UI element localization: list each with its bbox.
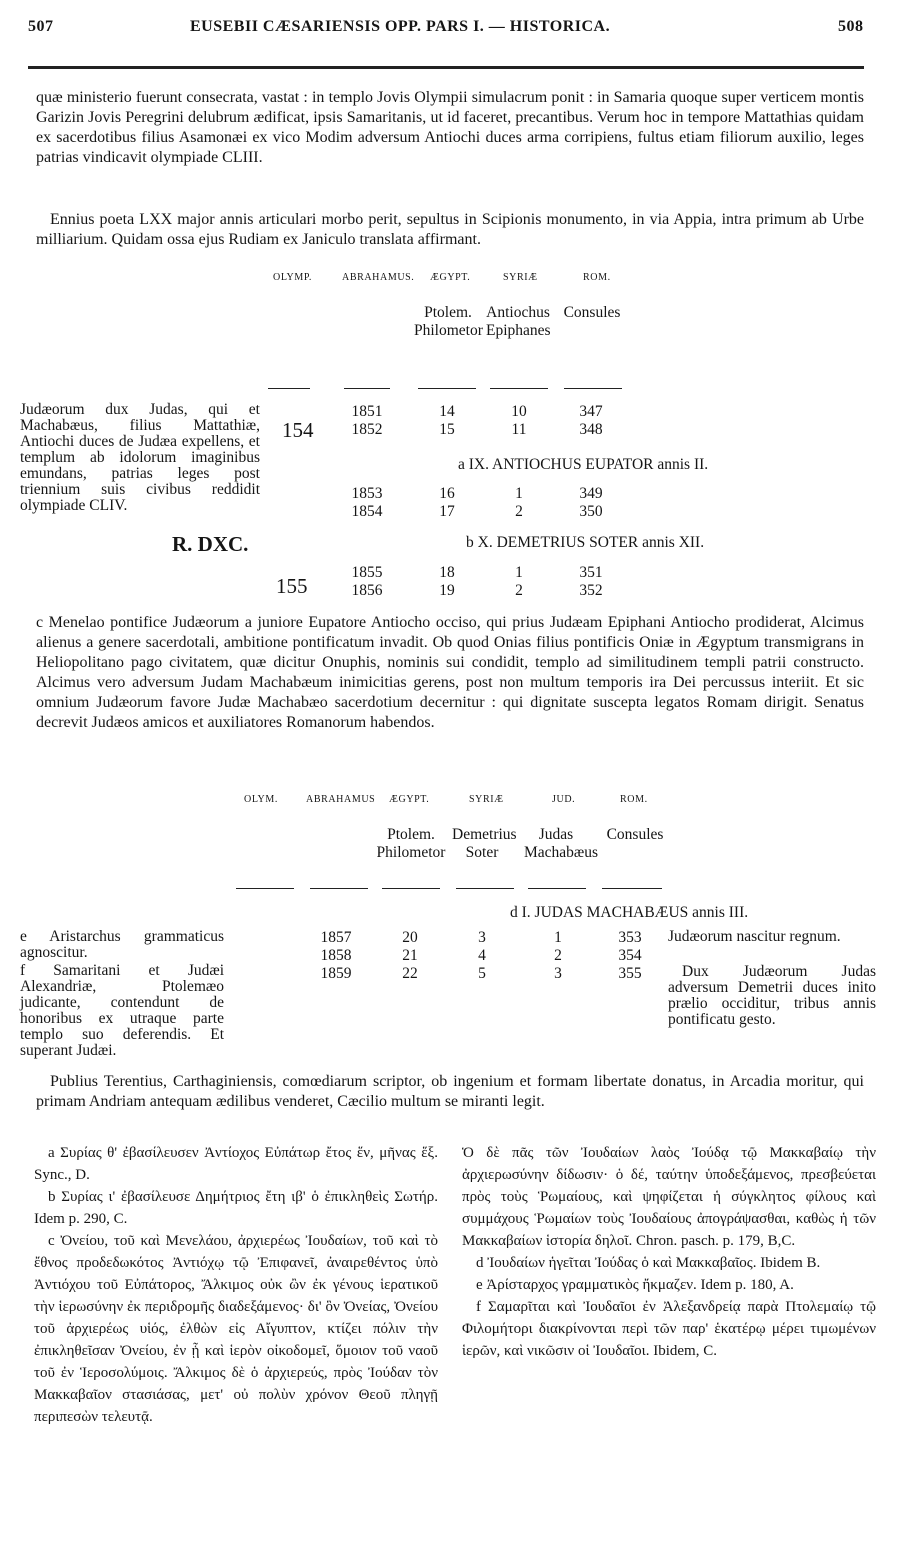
- t2-col-consules: Consules: [606, 826, 664, 843]
- t1-reign-eupator: a IX. ANTIOCHUS EUPATOR annis II.: [458, 456, 709, 473]
- t2-rule: [382, 888, 440, 889]
- t1-side-mark: R. DXC.: [172, 532, 249, 556]
- t1-cell: 348: [579, 421, 603, 438]
- footnote-c-cont: Ὁ δὲ πᾶς τῶν Ἰουδαίων λαὸς Ἰούδᾳ τῷ Μακκαβαίῳ τὴν ἀρχιερωσύνην δίδωσιν· ὁ δέ, ταύτην ὑποδεξάμενος, πρεσβεύεται πρὸς τοὺς Ῥωμαίους, καὶ ψηφίζεται ἡ σύγκλητος φίλους καὶ συμμάχους Ῥωμαίων τοὺς Ἰουδαίους ἀπογράψασθαι, καθὼς ἡ τῶν Μακκαβαίων ἱστορία δηλοῖ. Chron. pasch. p. 179, B,C.: [462, 1145, 876, 1249]
- t1-cell: 15: [439, 421, 455, 438]
- t2-rule: [528, 888, 586, 889]
- t1-cell: 1853: [351, 485, 383, 502]
- t1-cell: 19: [439, 582, 455, 599]
- t1-olymp-155: 155: [276, 574, 308, 598]
- t1-cell: 2: [515, 582, 523, 599]
- t1-cell: 1855: [351, 564, 383, 581]
- t1-cell: 1851: [351, 403, 383, 420]
- t2-right-note-1: Judæorum nascitur regnum.: [668, 928, 841, 945]
- t2-cell: 20: [402, 929, 418, 946]
- t1-rule: [268, 388, 310, 389]
- t2-right-note-2: Dux Judæorum Judas adversum Demetrii duces inito prælio occiditur, tribus annis pontificatu gesto.: [668, 963, 876, 1028]
- t1-rule: [564, 388, 622, 389]
- t2-col-judas: Judas Machabæus: [524, 826, 599, 861]
- t2-cell: 354: [618, 947, 642, 964]
- t2-cell: 5: [478, 965, 486, 982]
- t1-olymp-154: 154: [282, 418, 314, 442]
- t2-cell: 1: [554, 929, 562, 946]
- t1-cell: 17: [439, 503, 455, 520]
- t2-rule: [456, 888, 514, 889]
- t1-cell: 18: [439, 564, 455, 581]
- t1-header-rom: ROM.: [583, 272, 611, 283]
- t1-cell: 11: [511, 421, 527, 438]
- t1-col-ptolem: Ptolem. Philometor: [414, 304, 483, 339]
- t2-cell: 4: [478, 947, 486, 964]
- t2-cell: 21: [402, 947, 418, 964]
- t2-cell: 1858: [320, 947, 352, 964]
- t2-header-rom: ROM.: [620, 794, 648, 805]
- footnote-f: f Σαμαρῖται καὶ Ἰουδαῖοι ἐν Ἀλεξανδρείᾳ παρὰ Πτολεμαίῳ τῷ Φιλομήτορι διακρίνονται περὶ τῶν παρ' ἑκατέρῳ μέρει τιμωμένων ἱερῶν, καὶ νικῶσιν οἱ Ἰουδαῖοι. Ibidem, C.: [462, 1299, 876, 1359]
- t2-cell: 3: [554, 965, 562, 982]
- footnote-b: b Συρίας ι' ἐβασίλευσε Δημήτριος ἔτη ιβ' ὁ ἐπικληθεὶς Σωτήρ. Idem p. 290, C.: [34, 1189, 438, 1227]
- t1-reign-demetrius: b X. DEMETRIUS SOTER annis XII.: [466, 534, 705, 551]
- t1-rule: [490, 388, 548, 389]
- t2-note-f: f Samaritani et Judæi Alexandriæ, Ptolemæo judicante, contendunt de honoribus ex utraque parte templo suo deferendis. Et superant Judæi.: [20, 962, 224, 1059]
- t2-cell: 2: [554, 947, 562, 964]
- t1-col-antiochus: Antiochus Epiphanes: [486, 304, 551, 339]
- t1-col-consules: Consules: [563, 304, 621, 321]
- t1-side-note: Judæorum dux Judas, qui et Machabæus, filius Mattathiæ, Antiochi duces de Judæa expellens, et templum ab idolorum imaginibus emundans, patrias leges post triennium suis civibus reddidit olympiade CLIV.: [20, 401, 260, 514]
- t2-col-ptolem: Ptolem. Philometor: [376, 826, 446, 861]
- t2-cell: 353: [618, 929, 642, 946]
- t1-header-syriae: SYRIÆ: [503, 272, 538, 283]
- t1-cell: 1: [515, 485, 523, 502]
- page-number-left: 507: [28, 18, 54, 35]
- t2-header-olym: OLYM.: [244, 794, 278, 805]
- paragraph-4: Publius Terentius, Carthaginiensis, comœdiarum scriptor, ob ingenium et formam libertate donatus, in Arcadia moritur, qui primam Andriam antequam ædilibus venderet, Cæcilio multum se miranti legit.: [36, 1073, 864, 1110]
- t1-rule: [344, 388, 390, 389]
- t1-cell: 1854: [351, 503, 383, 520]
- t1-header-olymp: OLYMP.: [273, 272, 312, 283]
- t1-cell: 350: [579, 503, 603, 520]
- running-title: EUSEBII CÆSARIENSIS OPP. PARS I. — HISTORICA.: [190, 18, 611, 35]
- t1-cell: 351: [579, 564, 603, 581]
- t1-cell: 352: [579, 582, 603, 599]
- footnotes-right: [462, 1142, 876, 1362]
- t1-cell: 1856: [351, 582, 383, 599]
- t2-header-jud: JUD.: [552, 794, 576, 805]
- t1-cell: 349: [579, 485, 603, 502]
- page-number-right: 508: [838, 18, 864, 35]
- t1-rule: [418, 388, 476, 389]
- t2-header-aegypt: ÆGYPT.: [389, 794, 430, 805]
- t1-cell: 2: [515, 503, 523, 520]
- t2-cell: 1857: [320, 929, 352, 946]
- t2-reign-judas: d I. JUDAS MACHABÆUS annis III.: [510, 904, 749, 921]
- t2-rule: [236, 888, 294, 889]
- footnotes-left: [34, 1142, 438, 1428]
- t2-cell: 1859: [320, 965, 352, 982]
- paragraph-3: c Menelao pontifice Judæorum a juniore Eupatore Antiocho occiso, qui prius Judæam Epiphani Antiocho prodiderat, Alcimus alienus a genere sacerdotali, ambitione pontificatum invadit. Ob quod Onias filius pontificis Oniæ in Ægyptum transmigrans in Heliopolitano pago civitatem, quæ dicitur Onuphis, nominis sui condidit, templo ad similitudinem templi patrii constructo. Alcimus vero adversum Judam Machabæum inimicitias gerens, post non multum temporis ira Dei percussus interiit. Et sic omnium Judæorum favore Judæ Machabæo sacerdotium decernitur : qui dignitate suscepta legatos Romam dirigit. Senatus decrevit Judæos amicos et auxiliatores Romanorum habendos.: [36, 614, 864, 731]
- t2-rule: [310, 888, 368, 889]
- header-rule: [28, 66, 864, 69]
- t2-cell: 355: [618, 965, 642, 982]
- t2-header-abraham: ABRAHAMUS: [306, 794, 376, 805]
- t2-note-e: e Aristarchus grammaticus agnoscitur.: [20, 928, 224, 961]
- t2-rule: [602, 888, 662, 889]
- t1-cell: 16: [439, 485, 455, 502]
- t2-cell: 3: [478, 929, 486, 946]
- t1-cell: 10: [511, 403, 527, 420]
- t1-cell: 347: [579, 403, 603, 420]
- t1-cell: 1: [515, 564, 523, 581]
- paragraph-2: Ennius poeta LXX major annis articulari morbo perit, sepultus in Scipionis monumento, in via Appia, intra primum ab Urbe milliarium. Quidam ossa ejus Rudiam ex Janiculo translata affirmant.: [36, 211, 864, 248]
- t1-header-abraham: ABRAHAMUS.: [342, 272, 415, 283]
- t1-header-aegypt: ÆGYPT.: [430, 272, 471, 283]
- footnote-e: e Ἀρίσταρχος γραμματικὸς ἤκμαζεν. Idem p. 180, A.: [476, 1277, 794, 1293]
- footnote-c: c Ὀνείου, τοῦ καὶ Μενελάου, ἀρχιερέως Ἰουδαίων, τοῦ καὶ τὸ ἔθνος προδεδωκότος Ἀντιόχῳ τῷ Ἐπιφανεῖ, ἀναιρεθέντος ὑπὸ Ἀντιόχου τοῦ Εὐπάτορος, Ἄλκιμος οὐκ ὢν ἐκ γένους ἱερατικοῦ τὴν ἱερωσύνην ἐκ περιδρομῆς διαδεξάμενος· δι' ὃν Ὀνείας, Ὀνείου τοῦ ἀρχιερέως υἱός, ἐλθὼν εἰς Αἴγυπτον, κτίζει πόλιν τὴν ἐπικληθεῖσαν Ὀνείου, ἐν ᾗ καὶ ἱερὸν οἰκοδομεῖ, ὅμοιον τοῦ ναοῦ τοῦ ἐν Ἱεροσολύμοις. Ἄλκιμος δὲ ὁ ἀρχιερεύς, πρὸς Ἰούδαν τὸν Μακκαβαῖον στασιάσας, μετ' οὐ πολὺν χρόνον Θεοῦ πληγῇ περιπεσὼν τελευτᾷ.: [34, 1233, 438, 1425]
- paragraph-1: quæ ministerio fuerunt consecrata, vastat : in templo Jovis Olympii simulacrum ponit : in Samaria quoque super verticem montis Garizin Jovis Peregrini delubrum ædificat, ipsis Samaritanis, ut id faceret, precantibus. Verum hoc in tempore Mattathias quidam ex sacerdotibus filius Asamonæi ex vico Modim adversum Antiochi duces arma corripiens, fultus etiam filiorum auxilio, leges patrias vindicavit olympiade CLIII.: [36, 89, 864, 166]
- footnote-a: a Συρίας θ' ἐβασίλευσεν Ἀντίοχος Εὐπάτωρ ἔτος ἕν, μῆνας ἕξ. Sync., D.: [34, 1145, 438, 1183]
- t1-cell: 1852: [351, 421, 383, 438]
- t2-cell: 22: [402, 965, 418, 982]
- t1-cell: 14: [439, 403, 455, 420]
- footnote-d: d Ἰουδαίων ἡγεῖται Ἰούδας ὁ καὶ Μακκαβαῖος. Ibidem B.: [476, 1255, 821, 1271]
- t2-col-demetrius: Demetrius Soter: [452, 826, 517, 861]
- t2-header-syriae: SYRIÆ: [469, 794, 504, 805]
